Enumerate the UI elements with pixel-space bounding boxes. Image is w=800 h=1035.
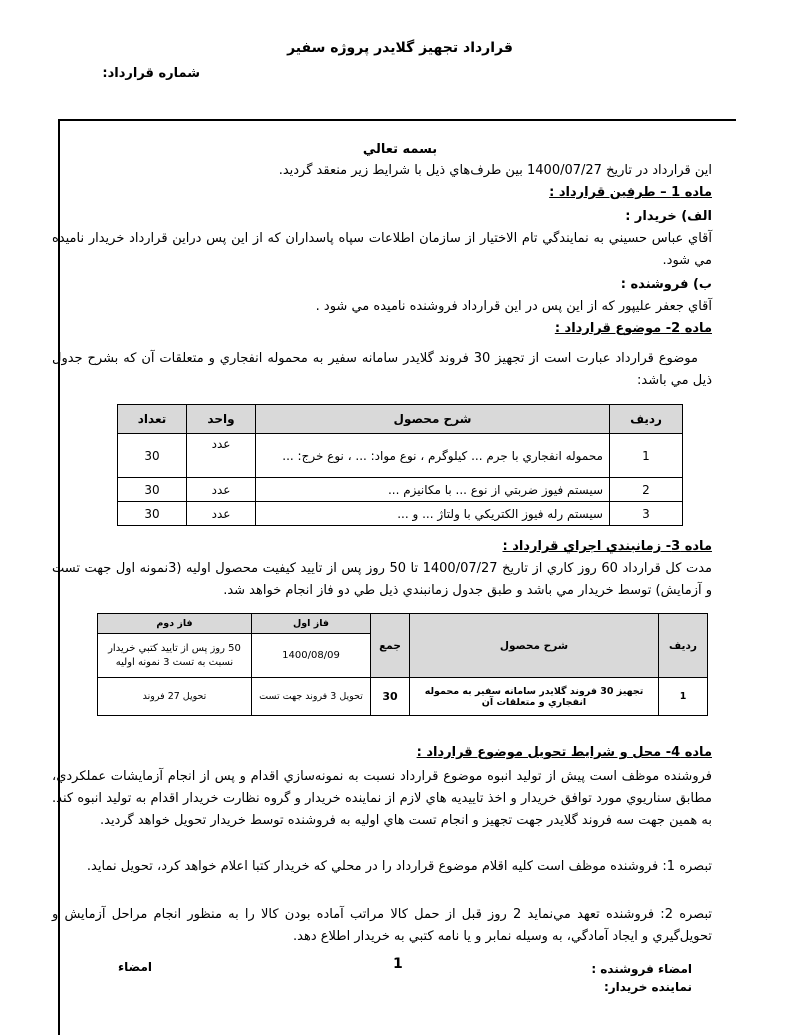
- row-sum: 30: [371, 678, 410, 716]
- row-index: 3: [610, 502, 683, 526]
- products-table-header: [118, 405, 683, 434]
- seller-label: ب) فروشنده :: [620, 277, 712, 292]
- row-unit: عدد: [187, 434, 256, 478]
- schedule-table: [97, 613, 708, 716]
- header-divider: [58, 119, 736, 121]
- article2-title: ماده 2- موضوع قرارداد :: [554, 321, 712, 336]
- col-header-desc: شرح محصول: [410, 614, 659, 678]
- article3-title: ماده 3- زمانبندي اجراي قرارداد :: [502, 539, 712, 554]
- row-qty: 30: [118, 502, 187, 526]
- col-header-sum: جمع: [371, 614, 410, 678]
- page-number: 1: [393, 956, 403, 972]
- buyer-label: الف) خريدار :: [625, 209, 712, 224]
- article1-title: ماده 1 – طرفين قرارداد :: [549, 185, 712, 200]
- products-table: [117, 404, 683, 526]
- article2-text: موضوع قرارداد عبارت است از تجهيز 30 فروند گلايدر سامانه سفير به محموله انفجاري و متعلقات آن كه بشرح جدول ذيل مي باشد:: [52, 351, 712, 388]
- col-header-row: رديف: [610, 405, 683, 434]
- col-header-phase1: فاز اول: [252, 614, 371, 634]
- table-row: [118, 502, 683, 526]
- row-phase1: تحويل 3 فروند جهت تست: [252, 678, 371, 716]
- schedule-table-header: [98, 614, 708, 634]
- row-unit: عدد: [187, 502, 256, 526]
- article4-note1: تبصره 1: فروشنده موظف است كليه اقلام موضوع قرارداد را در محلي كه خريدار كتبا اعلام خواهد كرد، تحويل نمايد.: [86, 859, 712, 874]
- row-qty: 30: [118, 478, 187, 502]
- buyer-text: آقاي عباس حسيني به نمايندگي تام الاختيار از سازمان اطلاعات سپاه پاسداران كه از اين پس دراين قرارداد خريدار ناميده مي شود.: [52, 231, 712, 268]
- seller-signature-label: امضاء فروشنده :: [591, 962, 692, 976]
- row-qty: 30: [118, 434, 187, 478]
- signature-label: امضاء: [118, 960, 153, 974]
- col-header-desc: شرح محصول: [256, 405, 610, 434]
- row-desc: تجهيز 30 فروند گلايدر سامانه سفير به محموله انفجاري و متعلقات آن: [410, 678, 659, 716]
- bismillah: بسمه تعالي: [362, 142, 438, 157]
- table-row: [118, 434, 683, 478]
- article3-text: مدت كل قرارداد 60 روز كاري از تاريخ 1400/07/27 تا 50 روز پس از تاييد كيفيت محصول اوليه (3نمونه اول جهت تست و آزمايش) توسط خريدار مي باشد و طبق جدول زمانبندي ذيل طي دو فاز انجام خواهد شد.: [52, 561, 712, 598]
- row-phase2: تحويل 27 فروند: [98, 678, 252, 716]
- article4-note2: تبصره 2: فروشنده تعهد مي‌نمايد 2 روز قبل از حمل كالا مراتب آماده بودن كالا را به منظور انجام مراحل آزمايش و تحويل‌گيري و ايجاد آمادگي، به وسيله نمابر و يا نامه كتبي به خريدار اطلاع دهد.: [52, 907, 712, 944]
- row-desc: سيستم فيوز ضربتي از نوع ... با مكانيزم ...: [256, 478, 610, 502]
- row-index: 1: [610, 434, 683, 478]
- col-header-unit: واحد: [187, 405, 256, 434]
- table-row: [118, 478, 683, 502]
- row-desc: محموله انفجاري با جرم ... كيلوگرم ، نوع مواد: ... ، نوع خرج: ...: [256, 434, 610, 478]
- row-index: 2: [610, 478, 683, 502]
- col-header-row: رديف: [659, 614, 708, 678]
- document-title: قرارداد تجهيز گلايدر پروژه سفير: [287, 40, 513, 56]
- col-header-phase2: فاز دوم: [98, 614, 252, 634]
- phase1-date: 1400/08/09: [252, 634, 371, 678]
- buyer-representative-label: نماينده خريدار:: [603, 980, 692, 994]
- footer-signatures: [591, 960, 692, 996]
- col-header-qty: تعداد: [118, 405, 187, 434]
- row-desc: سيستم رله فيوز الكتريكي با ولتاژ ... و ...: [256, 502, 610, 526]
- article4-text: فروشنده موظف است پيش از توليد انبوه موضوع قرارداد نسبت به نمونه‌سازي اقدام و پس از انجام آزمايشات عملكردي، مطابق سناريوي مورد توافق خريدار و اخذ تاييديه هاي لازم از نماينده خريدار و گروه نظارت خريدار اقدام به توليد انبوه كند. به همين جهت سه فروند گلايدر جهت تجهيز و انجام تست هاي اوليه به فروشنده توسط خريدار تحويل خواهد گرديد.: [52, 769, 712, 828]
- contract-number-label: شماره قرارداد:: [102, 66, 200, 81]
- article4-title: ماده 4- محل و شرايط تحويل موضوع قرارداد :: [416, 745, 712, 760]
- row-unit: عدد: [187, 478, 256, 502]
- phase2-condition: 50 روز پس از تاييد كتبي خريدار نسبت به تست 3 نمونه اوليه: [98, 634, 252, 678]
- intro-text: اين قرارداد در تاريخ 1400/07/27 بين طرف‌هاي ذيل با شرايط زير منعقد گرديد.: [278, 163, 712, 178]
- row-index: 1: [659, 678, 708, 716]
- table-row: [98, 678, 708, 716]
- seller-text: آقاي جعفر عليپور كه از اين پس در اين قرارداد فروشنده ناميده مي شود .: [315, 299, 712, 314]
